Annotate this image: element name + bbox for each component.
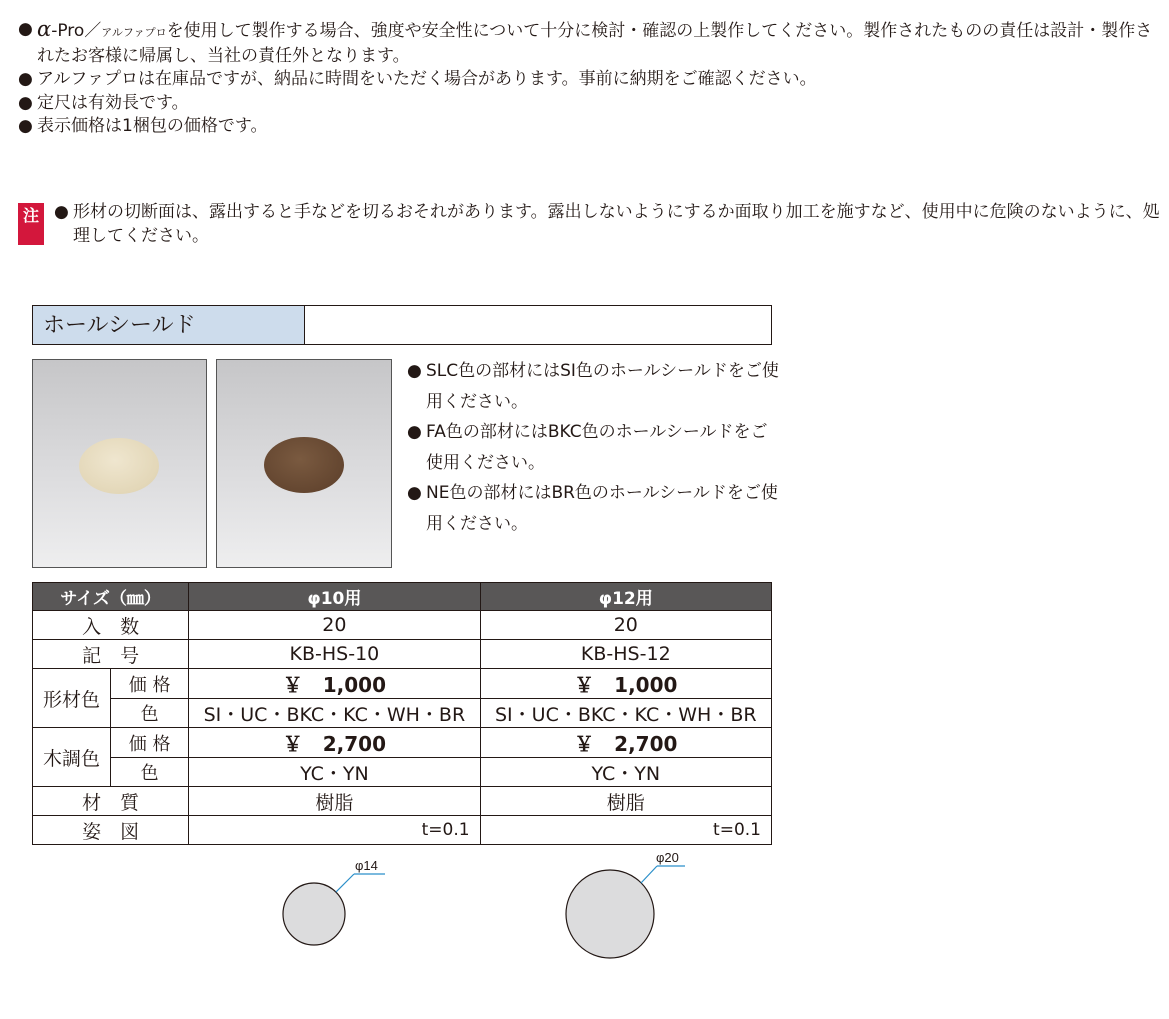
- note1-slash: ／: [84, 21, 102, 41]
- warning-badge: 注: [18, 203, 44, 245]
- qty-col1: 20: [189, 611, 480, 640]
- warning-text-wrap: [54, 200, 1164, 248]
- shield-circle-20: [566, 870, 654, 958]
- photo-light-shield: [32, 359, 207, 568]
- thickness-col2: t=0.1: [713, 820, 761, 840]
- header-col2: φ12用: [480, 583, 771, 611]
- label-wood-group: 木調色: [33, 728, 111, 787]
- label-profile-group: 形材色: [33, 669, 111, 728]
- dia-label-14: φ14: [355, 858, 379, 873]
- table-row-figure: [33, 816, 772, 845]
- table-row-wood-price: [33, 728, 772, 758]
- table-row-code: [33, 640, 772, 669]
- note-price: ● 表示価格は1梱包の価格です。: [18, 115, 1158, 139]
- profile-colors-col2: SI・UC・BKC・KC・WH・BR: [480, 699, 771, 728]
- material-col1: 樹脂: [189, 787, 480, 816]
- product-title-box: [32, 305, 772, 345]
- table-row-profile-price: [33, 669, 772, 699]
- label-code: 記 号: [33, 640, 189, 669]
- note1-rest: を使用して製作する場合、強度や安全性について十分に検討・確認の上製作してください。製作されたものの責任は設計・製作されたお客様に帰属し、当社の責任外となります。: [37, 21, 1153, 66]
- notes-section: [18, 18, 1158, 139]
- note-length: ● 定尺は有効長です。: [18, 92, 1158, 116]
- product-title: ホールシールド: [33, 306, 305, 344]
- description-fa: ● FA色の部材にはBKC色のホールシールドをご使用ください。: [407, 417, 779, 478]
- warning-text: ● 形材の切断面は、露出すると手などを切るおそれがあります。露出しないようにするか面取り加工を施すなど、使用中に危険のないように、処理してください。: [54, 200, 1164, 248]
- header-col1: φ10用: [189, 583, 480, 611]
- note1-small: アルファプロ: [101, 26, 167, 39]
- wood-colors-col1: YC・YN: [189, 758, 480, 787]
- table-row-wood-colors: [33, 758, 772, 787]
- brown-shield-disc: [264, 437, 344, 493]
- label-wood-color: 色: [111, 758, 189, 787]
- label-wood-price: 価 格: [111, 728, 189, 758]
- note-alpha-pro: [18, 18, 1158, 68]
- light-shield-disc: [79, 438, 159, 494]
- wood-price-col2: ￥ 2,700: [480, 728, 771, 758]
- note-stock: ● アルファプロは在庫品ですが、納品に時間をいただく場合があります。事前に納期をご確認ください。: [18, 68, 1158, 92]
- description-ne: ● NE色の部材にはBR色のホールシールドをご使用ください。: [407, 478, 779, 539]
- table-header-row: [33, 583, 772, 611]
- shield-drawing-20: [481, 816, 772, 990]
- wood-colors-col2: YC・YN: [480, 758, 771, 787]
- header-size: サイズ（㎜）: [33, 583, 189, 611]
- figure-col1: [189, 816, 480, 873]
- label-profile-price: 価 格: [111, 669, 189, 699]
- shield-circle-14: [283, 883, 345, 945]
- table-row-material: [33, 787, 772, 816]
- label-material: 材 質: [33, 787, 189, 816]
- description-slc: ● SLC色の部材にはSI色のホールシールドをご使用ください。: [407, 356, 779, 417]
- thickness-col1: t=0.1: [421, 820, 470, 840]
- table-row-profile-colors: [33, 699, 772, 728]
- material-col2: 樹脂: [480, 787, 771, 816]
- wood-price-col1: ￥ 2,700: [189, 728, 480, 758]
- color-descriptions: [407, 356, 779, 539]
- label-qty: 入 数: [33, 611, 189, 640]
- profile-colors-col1: SI・UC・BKC・KC・WH・BR: [189, 699, 480, 728]
- figure-col2: [480, 816, 771, 865]
- code-col1: KB-HS-10: [189, 640, 480, 669]
- spec-table: [32, 582, 772, 873]
- table-row-qty: [33, 611, 772, 640]
- note1-pro: -Pro: [51, 21, 85, 41]
- label-profile-color: 色: [111, 699, 189, 728]
- profile-price-col1: ￥ 1,000: [189, 669, 480, 699]
- alpha-symbol: α: [37, 17, 52, 41]
- shield-drawing-14: [189, 816, 480, 990]
- leader-line-20: [641, 866, 657, 883]
- label-figure: 姿 図: [33, 816, 189, 845]
- dia-label-20: φ20: [655, 850, 679, 865]
- leader-line-14: [336, 874, 354, 892]
- code-col2: KB-HS-12: [480, 640, 771, 669]
- qty-col2: 20: [480, 611, 771, 640]
- photo-brown-shield: [216, 359, 392, 568]
- profile-price-col2: ￥ 1,000: [480, 669, 771, 699]
